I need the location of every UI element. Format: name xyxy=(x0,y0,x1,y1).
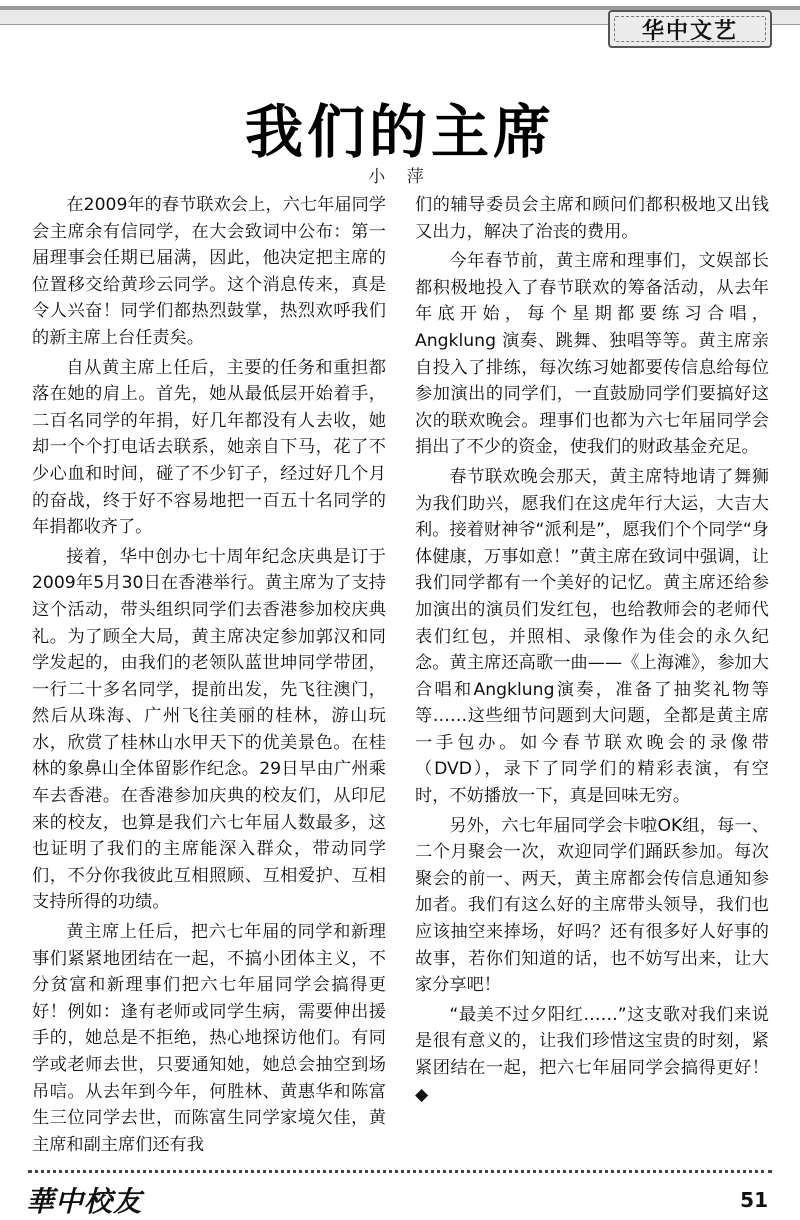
paragraph: 黄主席上任后，把六七年届的同学和新理事们紧紧地团结在一起，不搞小团体主义，不分贫富和新理事们把六七年届同学会搞得更好！例如：逢有老师或同学生病，需要伸出援手的，她总是不拒绝，热心地探访他们。有同学或老师去世，只要通知她，她总会抽空到场吊唁。从去年到今年，何胜林、黄惠华和陈富生三位同学去世，而陈富生同学家境欠佳，黄主席和副主席们还有我 xyxy=(32,922,386,1155)
paragraph: 另外，六七年届同学会卡啦OK组，每一、二个月聚会一次，欢迎同学们踊跃参加。每次聚会的前一、两天，黄主席都会传信息通知参加者。我们有这么好的主席带头领导，我们也应该抽空来捧场，好吗？还有很多好人好事的故事，若你们知道的话，也不妨写出来，让大家分享吧！ xyxy=(415,815,769,996)
paragraph: 春节联欢晚会那天，黄主席特地请了舞狮为我们助兴，愿我们在这虎年行大运，大吉大利。接着财神爷“派利是”，愿我们个个同学“身体健康，万事如意！”黄主席在致词中强调，让我们同学都有一个美好的记忆。黄主席还给参加演出的演员们发红包，也给教师会的老师代表们红包，并照相、录像作为佳会的永久纪念。黄主席还高歌一曲——《上海滩》，参加大合唱和Angklung演奏，准备了抽奖礼物等等……这些细节问题到大问题，全都是黄主席一手包办。如今春节联欢晚会的录像带（DVD），录下了同学们的精彩表演，有空时，不妨播放一下，真是回味无穷。 xyxy=(415,466,769,807)
paragraph: 在2009年的春节联欢会上，六七年届同学会主席余有信同学，在大会致词中公布：第一届理事会任期已届满，因此，他决定把主席的位置移交给黄珍云同学。这个消息传来，真是令人兴奋！同学们都热烈鼓掌，热烈欢呼我们的新主席上台任责矣。 xyxy=(32,195,386,348)
section-tag-border xyxy=(614,16,766,42)
paragraph: 今年春节前，黄主席和理事们，文娱部长都积极地投入了春节联欢的筹备活动，从去年年底开始，每个星期都要练习合唱，Angklung 演奏、跳舞、独唱等等。黄主席亲自投入了排练，每次练习她都要传信息给每位参加演出的同学们，一直鼓励同学们要搞好这次的联欢晚会。理事们也都为六七年届同学会捐出了不少的资金，使我们的财政基金充足。 xyxy=(415,251,769,458)
paragraph: “最美不过夕阳红……”这支歌对我们来说是很有意义的，让我们珍惜这宝贵的时刻，紧紧团结在一起，把六七年届同学会搞得更好！◆ xyxy=(415,1004,769,1105)
paragraph: 自从黄主席上任后，主要的任务和重担都落在她的肩上。首先，她从最低层开始着手，二百名同学的年捐，好几年都没有人去收，她却一个个打电话去联系，她亲自下马，花了不少心血和时间，碰了不少钉子，经过好几个月的奋战，终于好不容易地把一百五十名同学的年捐都收齐了。 xyxy=(32,357,386,538)
publication-logo: 華中校友 xyxy=(26,1185,143,1218)
section-tag xyxy=(608,10,772,48)
right-column xyxy=(415,192,769,1111)
left-column xyxy=(32,192,386,1161)
page-number: 51 xyxy=(740,1188,768,1212)
paragraph-continuation: 们的辅导委员会主席和顾问们都积极地又出钱又出力，解决了治丧的费用。 xyxy=(415,195,769,242)
footer-dotted-rule xyxy=(28,1170,772,1173)
article-author: 小 萍 xyxy=(368,167,432,187)
article-title: 我们的主席 xyxy=(244,98,555,166)
paragraph: 接着，华中创办七十周年纪念庆典是订于2009年5月30日在香港举行。黄主席为了支持这个活动，带头组织同学们去香港参加校庆典礼。为了顾全大局，黄主席决定参加郭汉和同学发起的，由我们的老领队蓝世坤同学带团，一行二十多名同学，提前出发，先飞往澳门，然后从珠海、广州飞往美丽的桂林，游山玩水，欣赏了桂林山水甲天下的优美景色。在桂林的象鼻山全体留影作纪念。29日早由广州乘车去香港。在香港参加庆典的校友们，从印尼来的校友，也算是我们六七年届人数最多，这也证明了我们的主席能深入群众，带动同学们，不分你我彼此互相照顾、互相爱护、互相支持所得的功绩。 xyxy=(32,546,386,913)
section-tag-label: 华中文艺 xyxy=(641,18,738,44)
